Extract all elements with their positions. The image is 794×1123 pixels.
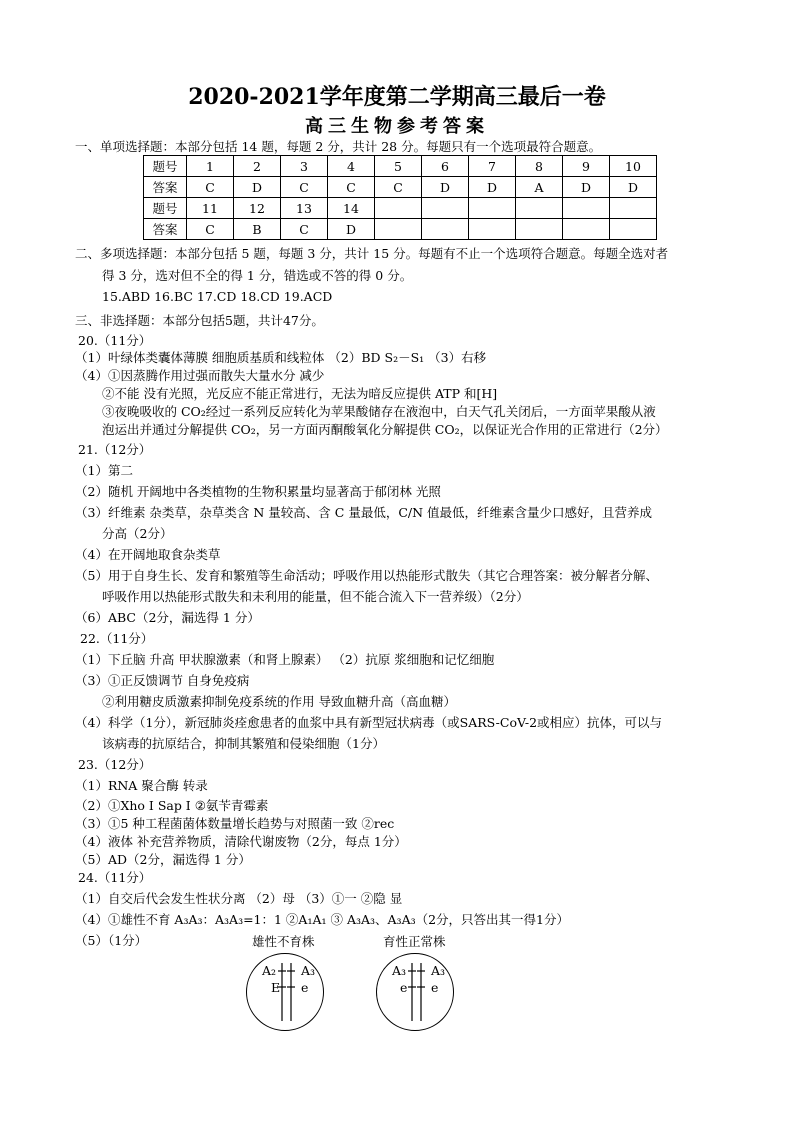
table-cell: 题号 (144, 156, 187, 177)
section2-answers: 15.ABD 16.BC 17.CD 18.CD 19.ACD (102, 289, 333, 304)
figure-label-right: 育性正常株 (383, 934, 446, 949)
table-cell: D (422, 177, 469, 198)
answer-line: ③夜晚吸收的 CO₂经过一系列反应转化为苹果酸储存在液泡中，白天气孔关闭后，一方面苹果酸从液 (102, 404, 656, 419)
section1-heading: 一、单项选择题：本部分包括 14 题，每题 2 分，共计 28 分。每题只有一个选项最符合题意。 (75, 139, 602, 154)
table-cell: D (563, 177, 610, 198)
question-heading: 23.（12分） (78, 757, 152, 772)
answer-line: ②不能 没有光照，光反应不能正常进行，无法为暗反应提供 ATP 和[H] (102, 386, 498, 401)
table-cell: 5 (375, 156, 422, 177)
table-cell: 2 (234, 156, 281, 177)
table-cell: D (234, 177, 281, 198)
table-cell (469, 219, 516, 240)
table-cell (610, 198, 657, 219)
allele-label: e (400, 980, 408, 995)
allele-label: E (271, 980, 281, 995)
table-cell: D (610, 177, 657, 198)
table-cell: 题号 (144, 198, 187, 219)
question-heading: 21.（12分） (78, 442, 152, 457)
answer-line: （1）叶绿体类囊体薄膜 细胞质基质和线粒体 （2）BD S₂－S₁ （3）右移 (75, 350, 487, 365)
table-cell: 12 (234, 198, 281, 219)
table-cell: 1 (187, 156, 234, 177)
section2-heading-cont: 得 3 分，选对但不全的得 1 分，错选或不答的得 0 分。 (102, 268, 413, 283)
table-cell: 3 (281, 156, 328, 177)
section3-heading: 三、非选择题：本部分包括5题，共计47分。 (75, 313, 324, 328)
allele-label: A₃ (431, 963, 446, 978)
answer-line: （6）ABC（2分，漏选得 1 分） (75, 610, 260, 625)
table-cell: 9 (563, 156, 610, 177)
question-heading: 22.（11分） (80, 631, 154, 646)
table-cell: D (469, 177, 516, 198)
table-cell (375, 198, 422, 219)
allele-label: A₃ (392, 963, 407, 978)
table-cell: 10 (610, 156, 657, 177)
answer-line: 分高（2分） (102, 526, 173, 541)
table-cell: C (187, 219, 234, 240)
answer-line: （2）①Xho I Sap I ②氨苄青霉素 (75, 798, 269, 813)
table-cell: 8 (516, 156, 563, 177)
table-cell: C (375, 177, 422, 198)
question-heading: 24.（11分） (78, 870, 152, 885)
table-row (144, 219, 657, 240)
allele-label: e (301, 980, 309, 995)
allele-label: A₃ (301, 963, 316, 978)
answer-line: （3）纤维素 杂类草，杂草类含 N 量较高、含 C 量最低，C/N 值最低，纤维素含量少口感好，且营养成 (75, 505, 653, 520)
answer-line: （3）①5 种工程菌菌体数量增长趋势与对照菌一致 ②rec (75, 816, 395, 831)
table-cell (422, 219, 469, 240)
question-heading: 20.（11分） (78, 333, 152, 348)
table-cell: C (187, 177, 234, 198)
table-cell: C (281, 219, 328, 240)
answer-line: （4）科学（1分），新冠肺炎痊愈患者的血浆中具有新型冠状病毒（或SARS-CoV-2或相应）抗体，可以与 (75, 715, 663, 730)
table-cell (422, 198, 469, 219)
answer-line: 该病毒的抗原结合，抑制其繁殖和侵染细胞（1分） (102, 736, 385, 751)
table-cell (563, 219, 610, 240)
answer-line: （4）①因蒸腾作用过强而散失大量水分 减少 (75, 368, 325, 383)
answer-table (143, 155, 657, 240)
answer-line: 呼吸作用以热能形式散失和未利用的能量，但不能合流入下一营养级）（2分） (102, 589, 529, 604)
page-subtitle: 高三生物参考答案 (305, 116, 489, 137)
table-cell: C (281, 177, 328, 198)
answer-line: ②利用糖皮质激素抑制免疫系统的作用 导致血糖升高（高血糖） (102, 694, 456, 709)
table-cell (516, 219, 563, 240)
answer-line: （1）RNA 聚合酶 转录 (75, 778, 208, 793)
table-cell: A (516, 177, 563, 198)
table-cell: 答案 (144, 219, 187, 240)
answer-line: （5）用于自身生长、发育和繁殖等生命活动；呼吸作用以热能形式散失（其它合理答案：被分解者分解、 (75, 568, 658, 583)
table-row (144, 177, 657, 198)
answer-line: （2）随机 开阔地中各类植物的生物积累量均显著高于郁闭林 光照 (75, 484, 441, 499)
table-cell: C (328, 177, 375, 198)
table-cell (516, 198, 563, 219)
table-cell (375, 219, 422, 240)
answer-line: （1）自交后代会发生性状分离 （2）母 （3）①一 ②隐 显 (75, 891, 403, 906)
table-cell: 6 (422, 156, 469, 177)
answer-line: （1）下丘脑 升高 甲状腺激素（和肾上腺素） （2）抗原 浆细胞和记忆细胞 (75, 652, 495, 667)
answer-line: （1）第二 (75, 463, 133, 478)
table-cell (610, 219, 657, 240)
table-cell: 14 (328, 198, 375, 219)
answer-line: （5）AD（2分，漏选得 1 分） (75, 852, 251, 867)
page-title: 2020-2021学年度第二学期高三最后一卷 (188, 84, 606, 110)
table-cell (563, 198, 610, 219)
allele-label: A₂ (262, 963, 277, 978)
table-row (144, 198, 657, 219)
answer-line: 泡运出并通过分解提供 CO₂，另一方面丙酮酸氧化分解提供 CO₂，以保证光合作用的正常进行（2分） (102, 422, 668, 437)
table-cell (469, 198, 516, 219)
table-row (144, 156, 657, 177)
table-cell: 答案 (144, 177, 187, 198)
allele-label: e (431, 980, 439, 995)
table-cell: 13 (281, 198, 328, 219)
answer-line: （3）①正反馈调节 自身免疫病 (75, 673, 250, 688)
answer-line: （4）①雄性不育 A₃A₃：A₃A₃=1：1 ②A₁A₁ ③ A₃A₃、A₃A₃（2分，只答出其一得1分） (75, 912, 570, 927)
table-cell: 11 (187, 198, 234, 219)
answer-line: （4）在开阔地取食杂类草 (75, 547, 221, 562)
table-cell: 4 (328, 156, 375, 177)
answer-line: （5）（1分） (75, 933, 148, 948)
table-cell: B (234, 219, 281, 240)
section2-heading: 二、多项选择题：本部分包括 5 题，每题 3 分，共计 15 分。每题有不止一个选项符合题意。每题全选对者 (75, 246, 669, 261)
table-cell: D (328, 219, 375, 240)
figure-label-left: 雄性不育株 (252, 934, 315, 949)
answer-line: （4）液体 补充营养物质，清除代谢废物（2分，每点 1分） (75, 834, 407, 849)
table-cell: 7 (469, 156, 516, 177)
